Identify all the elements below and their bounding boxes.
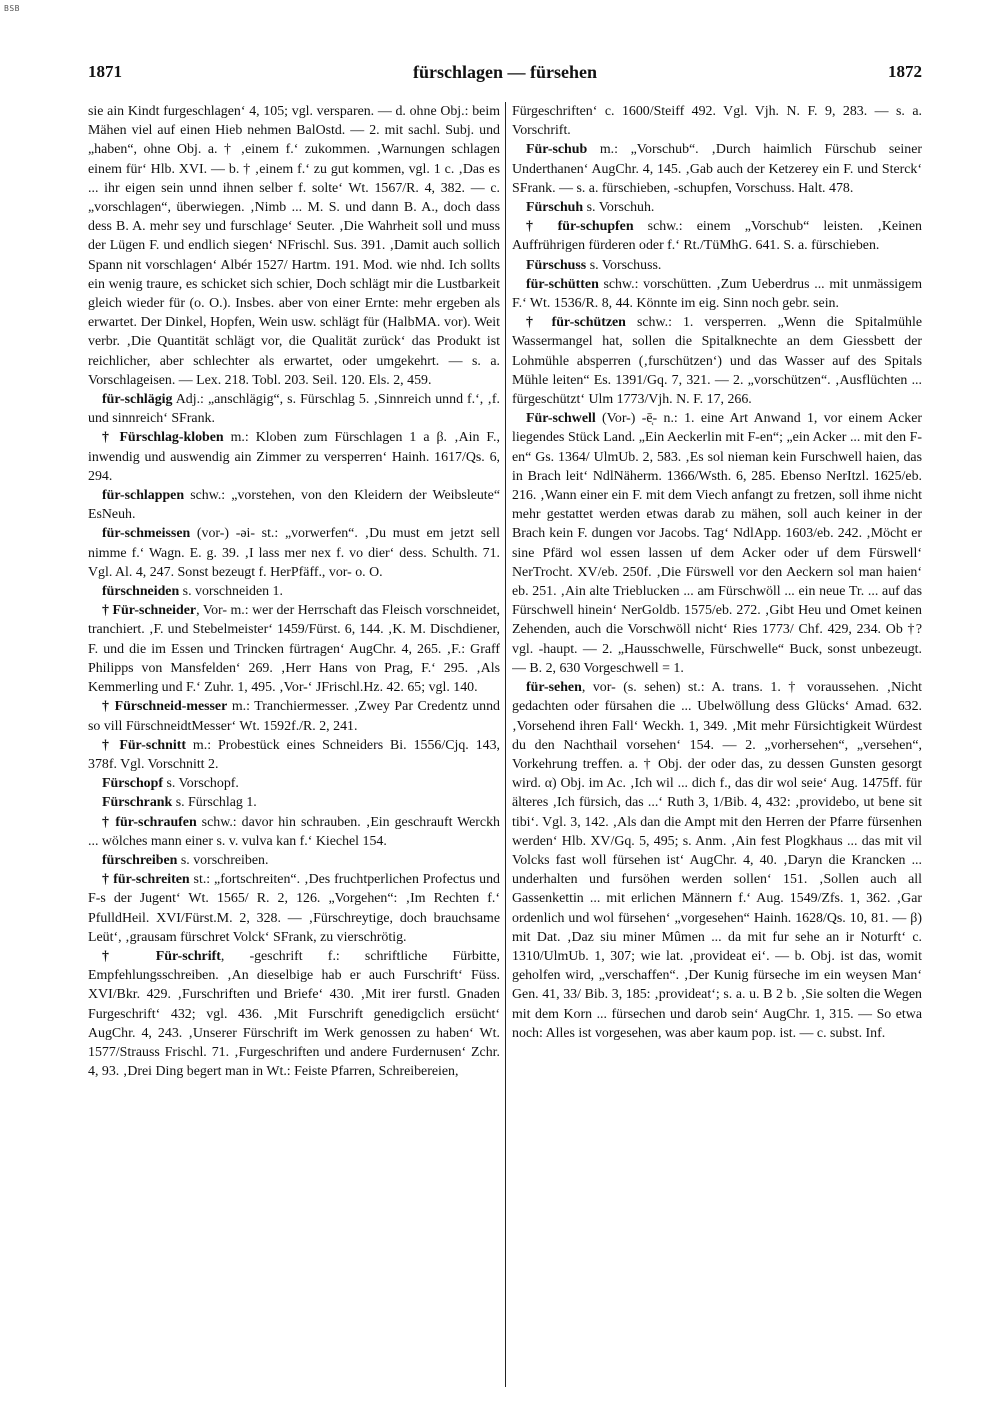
entry-headword: Für-schwell [526,411,596,427]
entry-headword: für-schlägig [102,392,173,408]
entry-text: (vor-) -əi- st.: „vorwerfen“. ‚Du must em jetzt sell nimme f.‘ Wagn. E. g. 39. ‚I lass mer nex f. vo dier‘ dess. Schulth. 71. Vgl. Al. 4, 247. Sonst bezeugt f. HerPfäff., vor- o. O. [88,526,500,580]
entry-headword: für-schmeissen [102,526,191,542]
entry-text: m.: „Vorschub“. ‚Durch haimlich Fürschub seiner Underthanen‘ AugChr. 4, 145. ‚Gab auch der Ketzerey ein F. und Sterck‘ SFrank. — s. a. fürschieben, -schupfen, Vorschuss. Halt. 478. [512,142,922,196]
dictionary-entry [88,390,500,428]
entry-text: schw.: davor hin schrauben. ‚Ein geschrauft Werckh ... wölches mann einer s. v. vulva kan f.‘ Kiechel 154. [88,814,500,849]
dictionary-entry [512,256,922,275]
column-divider [505,102,506,1387]
dictionary-entry [512,409,922,678]
entry-headword: † Für-schnitt [102,737,186,753]
entry-text: Adj.: „anschlägig“, s. Fürschlag 5. ‚Sinnreich unnd f.‘, ‚f. und sinnreich‘ SFrank. [88,392,500,427]
entry-text: m.: Tranchiermesser. ‚Zwey Par Credentz unnd so vill FürschneidtMesser‘ Wt. 1592f./R. 2, 241. [88,699,500,734]
entry-headword: Fürschuss [526,257,587,273]
entry-headword: † Für-schneider [102,603,197,619]
entry-text: m.: Kloben zum Fürschlagen 1 a β. ‚Ain F., inwendig und auswendig ain Zimmer zu versperren‘ Hainh. 1617/Qs. 6, 294. [88,430,500,484]
dictionary-entry [512,102,922,140]
dictionary-entry [88,601,500,697]
entry-headword: † für-schützen [526,315,626,331]
entry-text: s. vorschreiben. [177,852,269,868]
entry-text: s. Vorschuss. [586,257,662,273]
entry-headword: Fürschuh [526,200,584,216]
entry-text: , vor- (s. sehen) st.: A. trans. 1. † voraussehen. ‚Nicht gedachten oder fürsahen die ... Ubelwöllung dess Glücks‘ Amad. 632. ‚Vorsehend ihren Fall‘ Weckh. 1, 349. ‚Mit mehr Fürsichtigkeit Würdest du den Nachthail vorsehen‘ 154. — 2. „vorhersehen“, „versehen“, Vorkehrung treffen. a. † Obj. der oder das, zu dessen Gunsten gesorgt wird. α) Obj. im Ac. ‚Ich wil ... dich f., das dir wol seie‘ Aug. 1475ff. für älteres ‚Ich fürsich, das ...‘ Ruth 3, 1/Bib. 4, 432: ‚providebo, ut bene sit tibi‘. Vgl. 3, 142. ‚Als dan die Ampt mit den Herren der Pfarre fürsenhen werden‘ Hlb. XV/Gq. 5, 495; s. Anm. ‚Ain fest Plogkhaus ... das mit vil Volcks fast woll fürsehen ist‘ AugChr. 4, 40. ‚Daryn die Krancken ... underhalten und fursöhen werden sollen‘ 151. ‚Sollen auch all Gassenkettin ... mit erlichen Männern f.‘ Aug. 1549/Zfs. 1, 362. ‚Gar ordenlich und wol fürsehen‘ „vorgesehen“ Hainh. 1628/Qs. 10, 81. — β) mit Dat. ‚Daz siu miner Mûmen ... da mit fur sehe an ir Noturft‘ c. 1310/UlmUb. 1, 307; wie lat. ‚provideat ei‘. — b. Obj. ist das, womit geholfen wird, „verschaffen“. ‚Der Kunig fürseche im ein weysen Man‘ Gen. 41, 33/ Bib. 3, 185: ‚provideat‘; s. a. u. B 2 b. ‚Sie solten die Wegen mit dem Korn ... fürsechen und darob sein‘ AugChr. 1, 315. — So etwa noch: Alles ist vorgesehen, was aber kaum pop. ist. — c. subst. Inf. [512,680,922,1041]
page-number-right: 1872 [888,62,922,81]
dictionary-entry [88,947,500,1081]
entry-text: s. Vorschuh. [583,200,655,216]
entry-headword: Fürschrank [102,795,173,811]
dictionary-entry [512,217,922,255]
entry-headword: † für-schreiten [102,872,190,888]
entry-text: s. Fürschlag 1. [172,795,257,811]
dictionary-entry [88,102,500,390]
right-column [512,102,922,1392]
dictionary-entry [88,851,500,870]
entry-headword: † Fürschlag-kloben [102,430,224,446]
entry-headword: † Für-schrift [102,948,221,964]
entry-text: schw.: „vorstehen, von den Kleidern der Weibsleute“ EsNeuh. [88,488,500,523]
dictionary-entry [88,428,500,486]
running-title: fürschlagen — fürsehen [413,62,597,82]
dictionary-entry [512,275,922,313]
entry-text: schw.: einem „Vorschub“ leisten. ‚Keinen Auffrührigen fürderen oder f.‘ Rt./TüMhG. 641. S. a. fürschieben. [512,219,922,254]
entry-headword: Fürschopf [102,776,163,792]
entry-text: sie ain Kindt furgeschlagen‘ 4, 105; vgl. versparen. — d. ohne Obj.: beim Mähen viel auf einen Hieb nehmen BalOstd. — 2. mit sachl. Subj. und „haben“, ohne Obj. a. † ‚einem f.‘ zukommen. ‚Warnungen schlagen einem für‘ Hlb. XVI. — b. † ‚einem f.‘ zu gut kommen, vgl. 1 c. ‚Das es ... ihr eigen sein unnd ihnen selber f. solte‘ Wt. 1567/R. 4, 382. — c. „vorschlagen“, überwiegen. ‚Nimb ... M. S. und dann B. A., doch dass dess B. A. mehr sey und furschlage‘ Seuter. ‚Die Wahrheit soll und muss der Lügen F. und endlich siegen‘ NFrischl. Sus. 391. ‚Damit auch sollich Spann nit vorschlagen‘ Albér 1527/ Hartm. 191. Mod. wie nhd. Ich sollts ein wenig traure, es schicket sich schier, Doch schlägt mir die Lustbarkeit gleich wieder für (o. O.). Insbes. aber von einer Ernte: mehr ergeben als erwartet. Der Dinkel, Hopfen, Wein usw. schlägt für (HalbMA. vor). Weit verbr. ‚Die Quantität schlägt vor, die Qualität zurück‘ das Produkt ist reichlicher, aber schlechter als erwartet, oder umgekehrt. — s. a. Vorschlageisen. — Lex. 218. Tobl. 203. Seil. 120. Els. 2, 459. [88,104,500,388]
entry-headword: fürschreiben [102,852,178,868]
dictionary-entry [88,813,500,851]
dictionary-entry [88,582,500,601]
dictionary-entry [88,774,500,793]
entry-text: (Vor-) -ē̜- n.: 1. eine Art Anwand 1, vor einem Acker liegendes Stück Land. „Ein Aeckerlin mit F-en“; „ein Acker ... mit den F-en“ Gs. 1364/ UlmUb. 2, 583. ‚Es sol nieman kein Furschwell haien, das in Brach leit‘ NdlNäherm. 1366/Wsth. 6, 285. Ebenso NerItzl. 1625/eb. 216. ‚Wann einer ein F. mit dem Viech anfangt zu fretzen, soll ihme nicht mehr gestattet werden etwas darab zu mähen, soll auch keiner in der Brach kein F. dungen vor Jacobs. Tag‘ NdlApp. 1603/eb. 242. ‚Möcht er sine Pfärd wol essen lassen uf dem Acker oder uf dem Fürswell‘ NerTrocht. XV/eb. 250f. ‚Die Fürswell vor den Aeckern sol man haien‘ eb. 251. ‚Ain alte Trieblucken ... am Fürschwöll ... ein neue Tr. ... auf das Fürschwell hinein‘ NerGoldb. 1575/eb. 272. ‚Gibt Heu und Omet keinen Zehenden, auch die Vorschwöll nicht‘ Ries 1773/ Chf. 429, 234. Ob †? vgl. -haupt. — 2. „Hausschwelle, Fürschwelle“ Buck, sonst unbezeugt. — B. 2, 630 Vorgeschwell = 1. [512,411,922,676]
dictionary-entry [88,524,500,582]
entry-text: st.: „fortschreiten“. ‚Des fruchtperlichen Profectus und F-s der Jugent‘ Wt. 1565/ R. 2, 126. „Vorgehen“: ‚Im Rechten f.‘ PfulldHeil. XVI/Fürst.M. 2, 328. — ‚Fürschreytige, doch brauchsame Leüt‘, ‚grausam fürschret Volck‘ SFrank, zu vierschrötig. [88,872,500,945]
entry-text: s. Vorschopf. [162,776,239,792]
entry-text: , Vor- m.: wer der Herrschaft das Fleisch vorschneidet, tranchiert. ‚F. und Stebelmeister‘ 1459/Fürst. 6, 144. ‚K. M. Dischdiener, F. und die im Essen und Trincken fürtragen‘ AugChr. 4, 265. ‚F.: Graff Philipps von Mansfelden‘ 269. ‚Herr Hans von Prag, F.‘ 295. ‚Als Kemmerling und F.‘ Zuhr. 1, 495. ‚Vor-‘ JFrischl.Hz. 42. 65; vgl. 140. [88,603,500,696]
entry-headword: † für-schraufen [102,814,197,830]
left-column [88,102,500,1392]
dictionary-entry [88,736,500,774]
entry-text: Fürgeschriften‘ c. 1600/Steiff 492. Vgl. Vjh. N. F. 9, 283. — s. a. Vorschrift. [512,104,922,139]
entry-text: s. vorschneiden 1. [179,584,283,600]
entry-text: schw.: 1. versperren. „Wenn die Spitalmühle Wassermangel hat, sollen die Spitalknechte an dem Giessbett der Lohmühle absperren (‚furschützen‘) und das Wasser auf des Spitals Mühle leiten“ Es. 1391/Gq. 7, 321. — 2. „vorschützen“. ‚Ausflüchten ... fürgeschützt‘ Ulm 1773/Vjh. N. F. 17, 266. [512,315,922,408]
dictionary-entry [88,793,500,812]
entry-headword: für-sehen [526,680,582,696]
dictionary-entry [88,697,500,735]
dictionary-entry [88,486,500,524]
dictionary-entry [512,313,922,409]
dictionary-entry [512,678,922,1043]
page-header [88,62,922,88]
dictionary-entry [512,198,922,217]
entry-headword: † für-schupfen [526,219,634,235]
library-stamp: BSB [4,4,20,13]
entry-headword: Für-schub [526,142,588,158]
entry-text: schw.: vorschütten. ‚Zum Ueberdrus ... mit unmässigem F.‘ Wt. 1536/R. 8, 44. Könnte im eig. Sinn noch gebr. sein. [512,276,922,312]
entry-headword: für-schlappen [102,488,185,504]
entry-headword: fürschneiden [102,584,180,600]
entry-text: , -geschrift f.: schriftliche Fürbitte, Empfehlungsschreiben. ‚An dieselbige hab er auch Furschrift‘ Füss. XVI/Bkr. 429. ‚Furschriften und Briefe‘ 430. ‚Mit irer furstl. Gnaden Furgeschrift‘ 432; vgl. 436. ‚Mit Furschrift genedigclich ersücht‘ AugChr. 4, 243. ‚Unserer Fürschrift im Werk genossen zu haben‘ Wt. 1577/Strauss Frischl. 71. ‚Furgeschriften und andere Furdernusen‘ Zchr. 4, 93. ‚Drei Ding begert man in Wt.: Feiste Pfarren, Schreibereien, [88,948,500,1080]
dictionary-entry [88,870,500,947]
entry-text: m.: Probestück eines Schneiders Bi. 1556/Cjq. 143, 378f. Vgl. Vorschnitt 2. [88,737,500,772]
dictionary-entry [512,140,922,198]
page-number-left: 1871 [88,62,122,81]
entry-headword: † Fürschneid-messer [102,699,228,715]
entry-headword: für-schütten [526,276,599,292]
